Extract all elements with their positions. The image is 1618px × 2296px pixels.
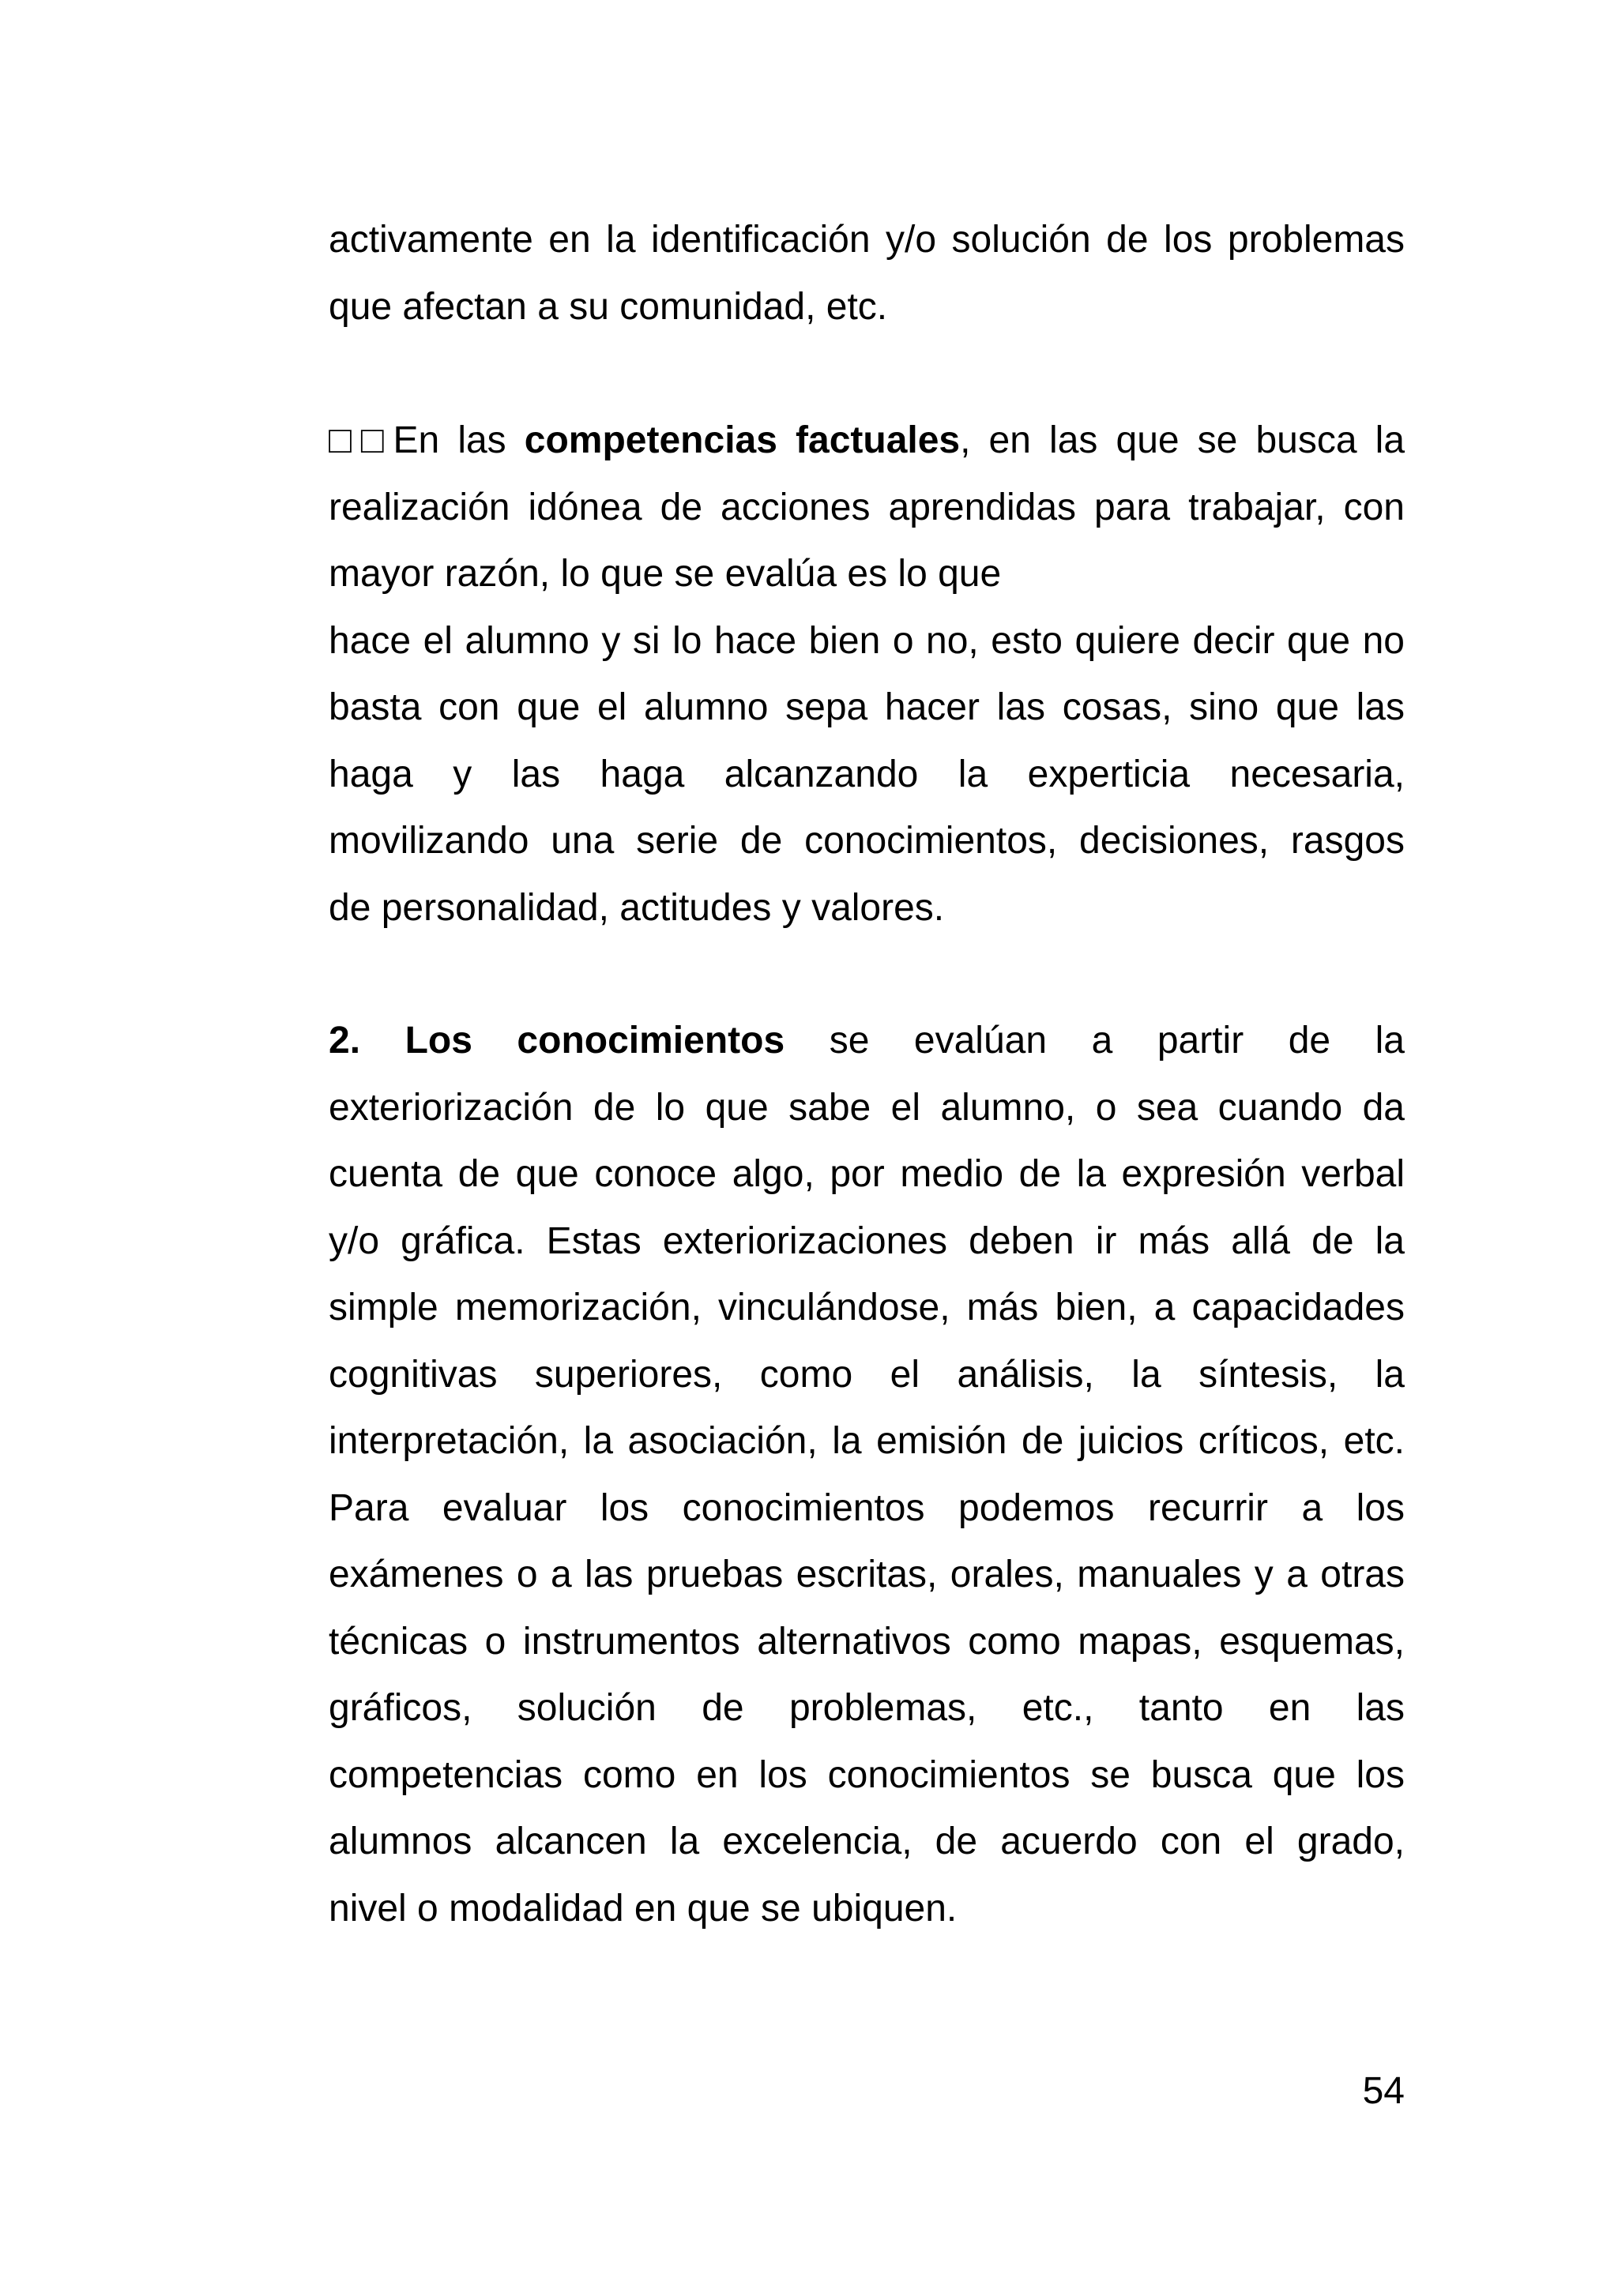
bold-term: competencias factuales (524, 419, 961, 461)
text-line: gráficos, solución de problemas, etc., tanto en las (329, 1687, 1405, 1729)
text-line: simple memorización, vinculándose, más bien, a capacidades (329, 1287, 1405, 1328)
text-line: exteriorización de lo que sabe el alumno, o sea cuando da (329, 1086, 1405, 1129)
page-number: 54 (1362, 2070, 1405, 2112)
text-line: cuenta de que conoce algo, por medio de la expresión verbal (329, 1153, 1405, 1195)
text-line: competencias como en los conocimientos se busca que los (329, 1753, 1405, 1796)
text-line: activamente en la identificación y/o solución de los problemas (329, 219, 1405, 261)
text-fragment: se evalúan a partir de la (785, 1020, 1405, 1062)
text-line: movilizando una serie de conocimientos, decisiones, rasgos (329, 820, 1405, 862)
text-line: exámenes o a las pruebas escritas, orales, manuales y a otras (329, 1554, 1405, 1595)
text-line: nivel o modalidad en que se ubiquen. (329, 1887, 958, 1930)
text-line: Para evaluar los conocimientos podemos recurrir a los (329, 1486, 1405, 1529)
text-line: y/o gráfica. Estas exteriorizaciones deben ir más allá de la (329, 1219, 1405, 1262)
text-line: basta con que el alumno sepa hacer las cosas, sino que las (329, 686, 1405, 728)
text-line (329, 408, 1405, 475)
missing-glyph-boxes: □□ (329, 419, 393, 461)
text-line: mayor razón, lo que se evalúa es lo que (329, 553, 1002, 595)
text-line (329, 1008, 1405, 1075)
text-line: alumnos alcancen la excelencia, de acuerdo con el grado, (329, 1821, 1405, 1862)
text-line: haga y las haga alcanzando la experticia necesaria, (329, 753, 1405, 795)
text-line: hace el alumno y si lo hace bien o no, esto quiere decir que no (329, 619, 1405, 662)
text-line: cognitivas superiores, como el análisis, la síntesis, la (329, 1353, 1405, 1396)
text-line: que afectan a su comunidad, etc. (329, 285, 888, 328)
paragraph-3 (329, 1008, 1405, 1942)
text-line: técnicas o instrumentos alternativos como mapas, esquemas, (329, 1620, 1405, 1663)
text-line: realización idónea de acciones aprendidas para trabajar, con (329, 486, 1405, 528)
text-fragment: En las (393, 419, 525, 461)
text-fragment: , en las que se busca la (960, 419, 1405, 461)
paragraph-2 (329, 408, 1405, 941)
bold-heading: 2. Los conocimientos (329, 1020, 785, 1062)
text-line: de personalidad, actitudes y valores. (329, 886, 945, 929)
paragraph-1 (329, 207, 1405, 340)
text-line: interpretación, la asociación, la emisión de juicios críticos, etc. (329, 1420, 1405, 1462)
